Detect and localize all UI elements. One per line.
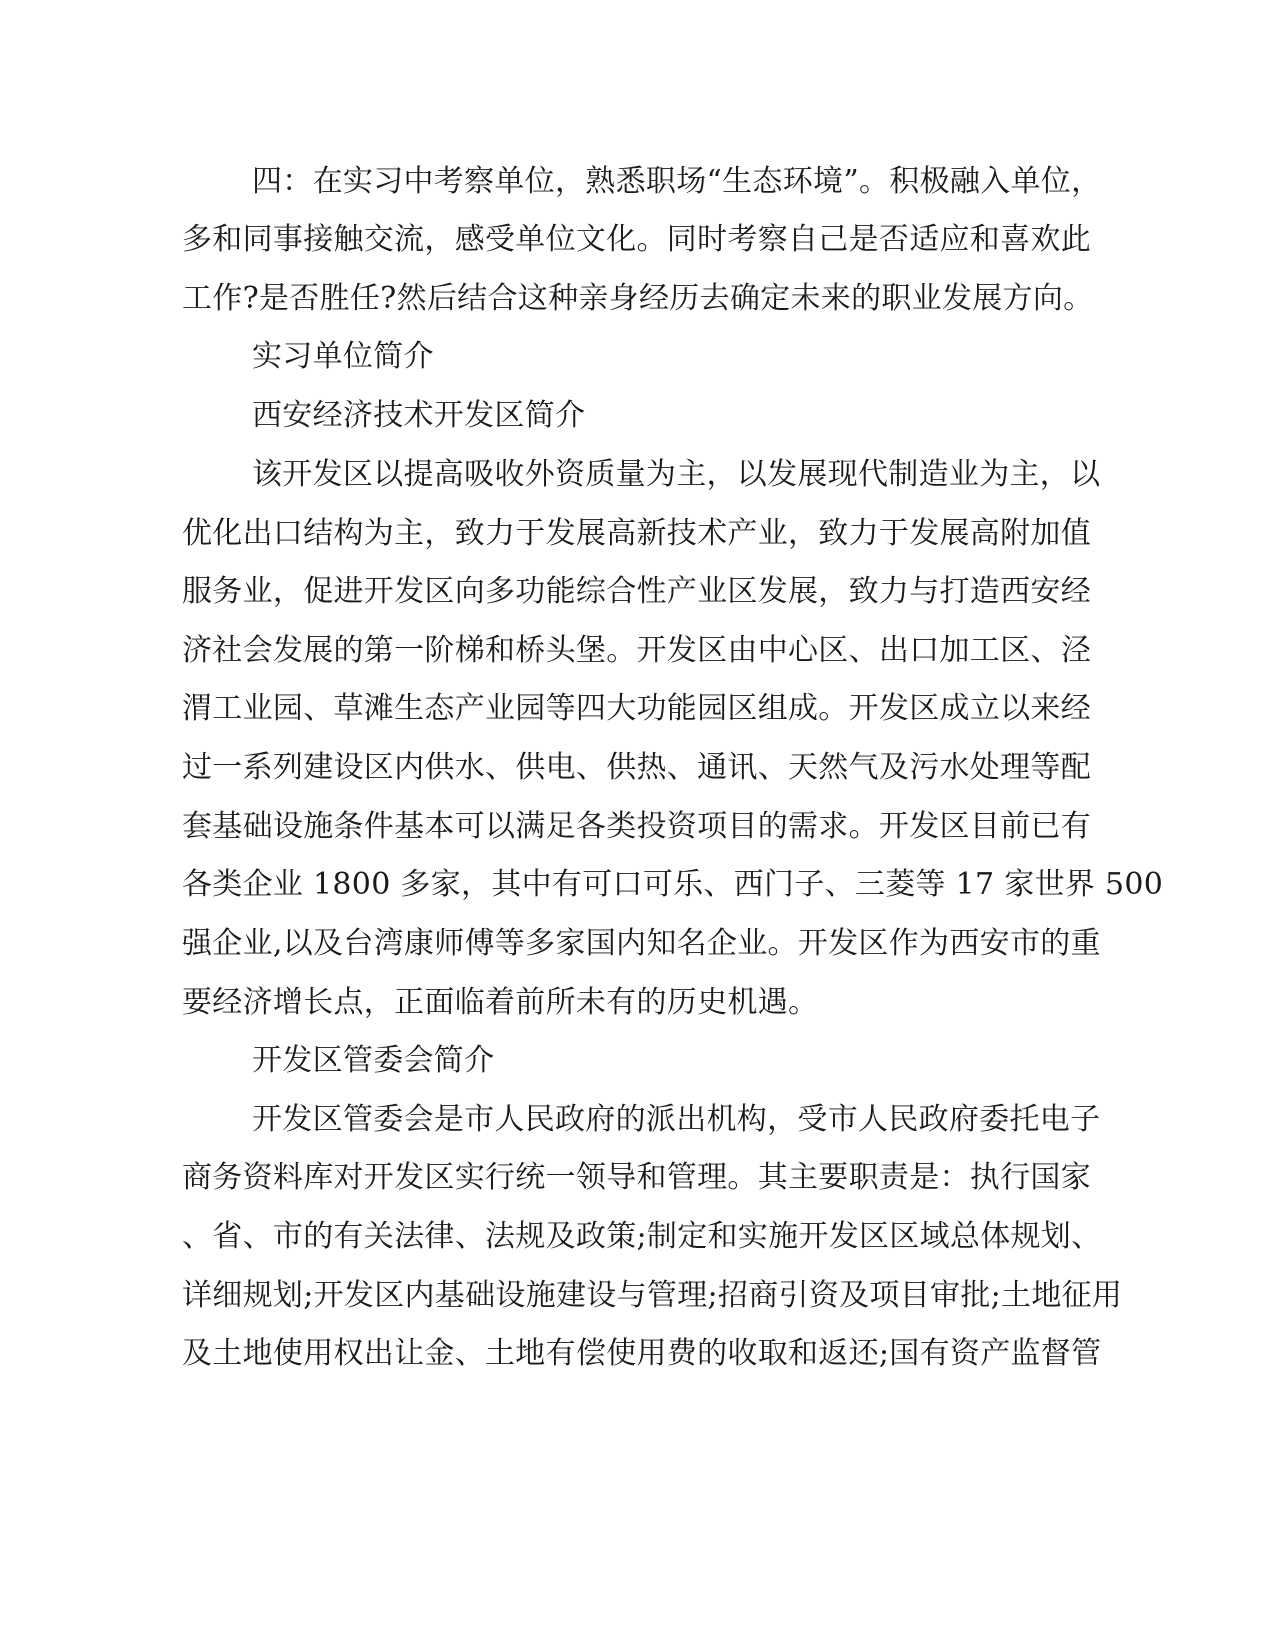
paragraph-3-line-4: 详细规划;开发区内基础设施建设与管理;招商引资及项目审批;土地征用 — [182, 1278, 1123, 1313]
paragraph-3-line-3: 、省、市的有关法律、法规及政策;制定和实施开发区区域总体规划、 — [182, 1219, 1102, 1254]
paragraph-2-line-9: 强企业,以及台湾康师傅等多家国内知名企业。开发区作为西安市的重 — [182, 926, 1101, 961]
paragraph-3-line-5: 及土地使用权出让金、土地有偿使用费的收取和返还;国有资产监督管 — [182, 1336, 1102, 1371]
paragraph-1-line-1: 四：在实习中考察单位，熟悉职场“生态环境”。积极融入单位， — [252, 164, 1102, 199]
paragraph-2-line-6: 过一系列建设区内供水、供电、供热、通讯、天然气及污水处理等配 — [182, 750, 1091, 785]
paragraph-3-line-1: 开发区管委会是市人民政府的派出机构，受市人民政府委托电子 — [252, 1102, 1101, 1137]
paragraph-3-line-2: 商务资料库对开发区实行统一领导和管理。其主要职责是：执行国家 — [182, 1160, 1091, 1195]
paragraph-2-line-5: 渭工业园、草滩生态产业园等四大功能园区组成。开发区成立以来经 — [182, 691, 1091, 726]
paragraph-2-line-7: 套基础设施条件基本可以满足各类投资项目的需求。开发区目前已有 — [182, 809, 1091, 844]
section-heading-xian-development-zone: 西安经济技术开发区简介 — [252, 398, 586, 433]
paragraph-2-line-3: 服务业，促进开发区向多功能综合性产业区发展，致力与打造西安经 — [182, 574, 1091, 609]
paragraph-2-line-4: 济社会发展的第一阶梯和桥头堡。开发区由中心区、出口加工区、泾 — [182, 633, 1091, 668]
paragraph-1-line-3: 工作?是否胜任?然后结合这种亲身经历去确定未来的职业发展方向。 — [182, 281, 1094, 316]
section-heading-internship-unit: 实习单位简介 — [252, 339, 434, 374]
paragraph-2-line-8: 各类企业 1800 多家，其中有可口可乐、西门子、三菱等 17 家世界 500 — [182, 867, 1164, 902]
paragraph-2-line-10: 要经济增长点，正面临着前所未有的历史机遇。 — [182, 985, 819, 1020]
paragraph-2-line-2: 优化出口结构为主，致力于发展高新技术产业，致力于发展高附加值 — [182, 516, 1091, 551]
paragraph-2-line-1: 该开发区以提高吸收外资质量为主，以发展现代制造业为主，以 — [252, 457, 1101, 492]
paragraph-1-line-2: 多和同事接触交流，感受单位文化。同时考察自己是否适应和喜欢此 — [182, 222, 1091, 257]
section-heading-management-committee: 开发区管委会简介 — [252, 1043, 495, 1078]
